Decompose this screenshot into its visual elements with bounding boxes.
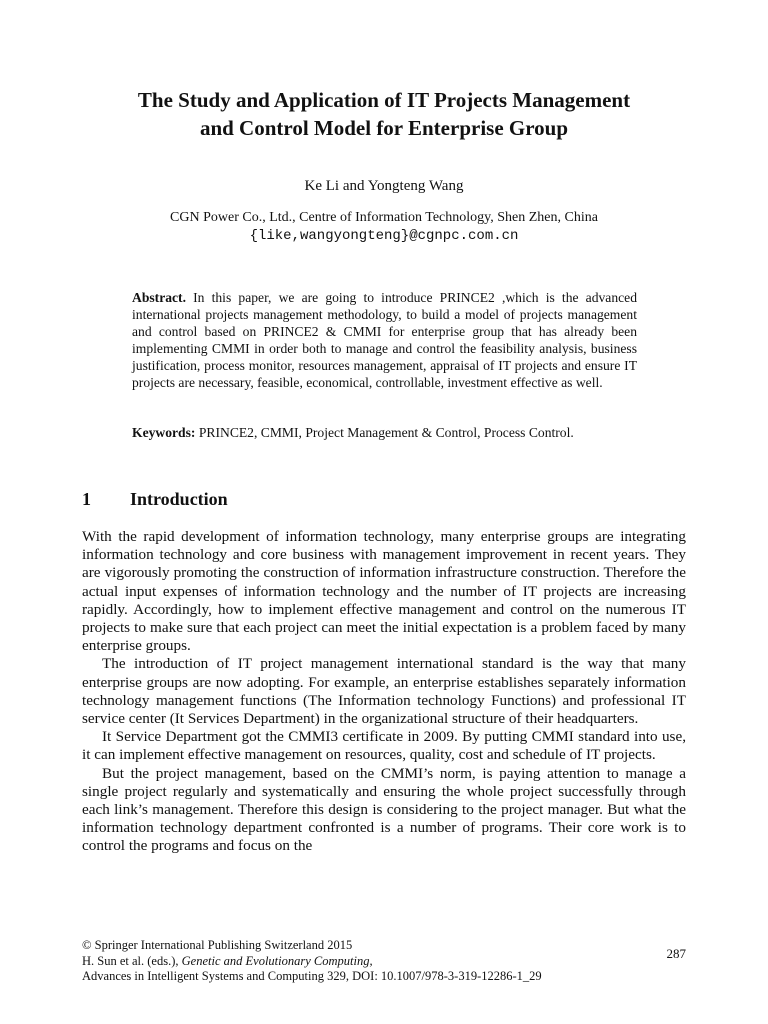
abstract bbox=[132, 289, 637, 391]
paragraph: But the project management, based on the CMMI’s norm, is paying attention to manage a single project regularly and systematically and ensuring the whole project successfully through each link’s management. Therefore this design is considering to the project manager. But what the information technology department confronted is a number of programs. Their core work is to control the programs and focus on the bbox=[82, 764, 686, 855]
footer bbox=[82, 938, 602, 985]
affiliation: CGN Power Co., Ltd., Centre of Information Technology, Shen Zhen, China bbox=[170, 210, 598, 225]
keywords-text: PRINCE2, CMMI, Project Management & Control, Process Control. bbox=[198, 425, 574, 440]
paragraph: It Service Department got the CMMI3 certificate in 2009. By putting CMMI standard into use, it can implement effective management on resources, quality, cost and schedule of IT projects. bbox=[82, 728, 686, 764]
page-number: 287 bbox=[666, 946, 686, 961]
title-line-1: The Study and Application of IT Projects Management bbox=[137, 88, 631, 112]
series-line: Advances in Intelligent Systems and Computing 329, DOI: 10.1007/978-3-319-12286-1_29 bbox=[82, 969, 542, 983]
citation-book: Genetic and Evolutionary Computing, bbox=[181, 953, 373, 968]
paragraph: The introduction of IT project management international standard is the way that many enterprise groups are now adopting. For example, an enterprise establishes separately information technology management functions (The Information technology Functions) and professional IT service center (It Services Department) in the organizational structure of their headquarters. bbox=[82, 655, 686, 728]
section-number: 1 bbox=[82, 489, 91, 509]
title-line-2: and Control Model for Enterprise Group bbox=[199, 116, 569, 140]
copyright-line: © Springer International Publishing Switzerland 2015 bbox=[82, 938, 353, 952]
author-email: {like,wangyongteng}@cgnpc.com.cn bbox=[249, 228, 519, 244]
section-title: Introduction bbox=[130, 489, 228, 509]
abstract-text: In this paper, we are going to introduce PRINCE2 ,which is the advanced international projects management methodology, to build a model of projects management and control based on PRINCE2 & CMMI for enterprise group that has already been implementing CMMI in order both to manage and control the feasibility analysis, business justification, process monitor, resources management, appraisal of IT projects and ensure IT projects are necessary, feasible, economical, controllable, investment effective as well. bbox=[132, 290, 637, 390]
paragraph: With the rapid development of information technology, many enterprise groups are integrating information technology and core business with management improvement in recent years. They are vigorously promoting the construction of information infrastructure construction. Therefore the actual input expenses of information technology and the number of IT projects are increasing rapidly. Accordingly, how to implement effective management and control on the numerous IT projects to make sure that each project can meet the initial expectation is a problem faced by many enterprise groups. bbox=[82, 528, 686, 655]
keywords-label: Keywords: bbox=[132, 425, 196, 440]
section-heading bbox=[82, 487, 228, 511]
citation-editors: H. Sun et al. (eds.), bbox=[82, 953, 179, 968]
body-text bbox=[82, 528, 686, 856]
abstract-label: Abstract. bbox=[132, 290, 186, 305]
keywords bbox=[132, 424, 637, 441]
paper-title bbox=[60, 86, 708, 142]
citation-line bbox=[82, 954, 602, 970]
authors: Ke Li and Yongteng Wang bbox=[304, 178, 464, 194]
